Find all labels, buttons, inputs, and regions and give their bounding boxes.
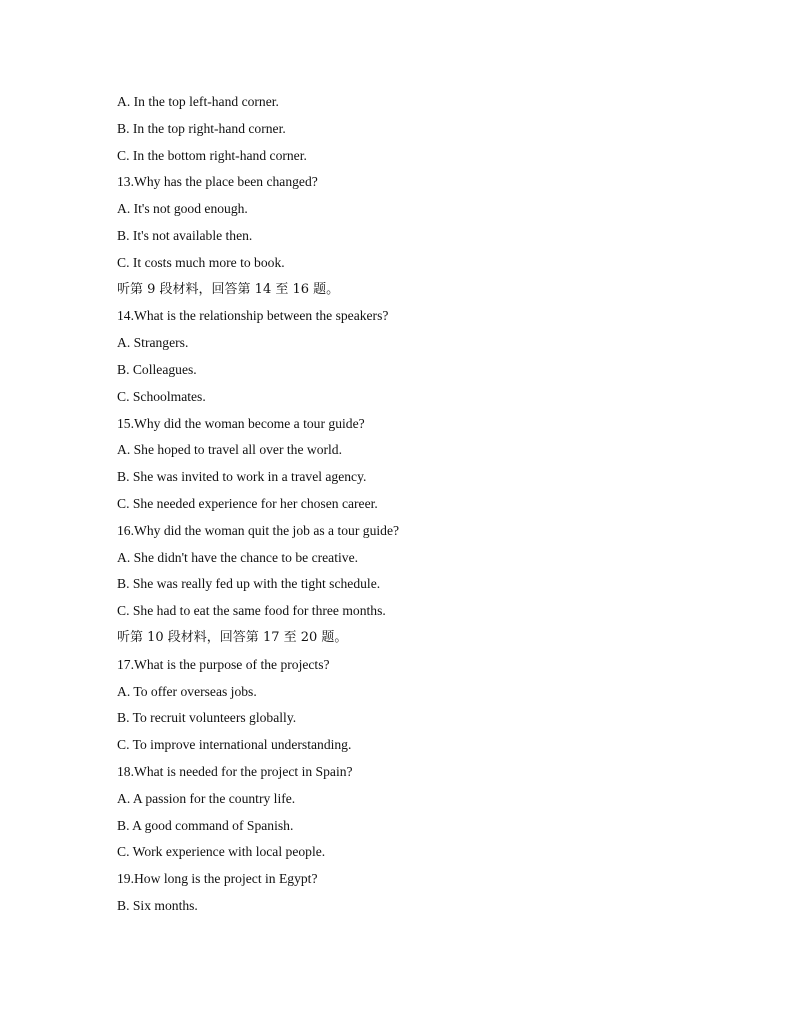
text-body bbox=[117, 93, 757, 924]
option-line: A. It's not good enough. bbox=[117, 201, 248, 217]
option-line: C. Work experience with local people. bbox=[117, 844, 326, 860]
option-line: A. In the top left-hand corner. bbox=[117, 94, 279, 109]
question-line: 14.What is the relationship between the speakers? bbox=[117, 308, 389, 324]
option-line: B. Colleagues. bbox=[117, 361, 197, 377]
option-line: C. To improve international understanding. bbox=[117, 737, 352, 753]
option-line: C. In the bottom right-hand corner. bbox=[117, 147, 307, 163]
option-line: B. It's not available then. bbox=[117, 227, 253, 243]
option-line: C. It costs much more to book. bbox=[117, 254, 285, 270]
section-instruction: 听第 9 段材料，回答第 14 至 16 题。 bbox=[117, 281, 340, 297]
question-line: 16.Why did the woman quit the job as a tour guide? bbox=[117, 522, 400, 538]
option-line: A. A passion for the country life. bbox=[117, 790, 296, 806]
option-line: A. She didn't have the chance to be creative. bbox=[117, 549, 358, 565]
question-line: 13.Why has the place been changed? bbox=[117, 174, 318, 190]
question-line: 19.How long is the project in Egypt? bbox=[117, 871, 318, 887]
option-line: C. She had to eat the same food for three months. bbox=[117, 603, 386, 619]
option-line: C. She needed experience for her chosen career. bbox=[117, 495, 378, 511]
option-line: B. To recruit volunteers globally. bbox=[117, 710, 297, 726]
option-line: C. Schoolmates. bbox=[117, 388, 206, 404]
option-line: A. To offer overseas jobs. bbox=[117, 683, 257, 699]
option-line: A. She hoped to travel all over the world. bbox=[117, 442, 342, 458]
question-line: 17.What is the purpose of the projects? bbox=[117, 656, 330, 672]
section-instruction: 听第 10 段材料，回答第 17 至 20 题。 bbox=[117, 629, 348, 645]
question-line: 15.Why did the woman become a tour guide? bbox=[117, 415, 365, 431]
option-line: B. She was invited to work in a travel agency. bbox=[117, 469, 367, 485]
option-line: A. Strangers. bbox=[117, 335, 189, 351]
option-line: B. Six months. bbox=[117, 897, 198, 913]
option-line: B. In the top right-hand corner. bbox=[117, 120, 286, 136]
question-line: 18.What is needed for the project in Spain? bbox=[117, 763, 353, 779]
option-line: B. A good command of Spanish. bbox=[117, 817, 294, 833]
option-line: B. She was really fed up with the tight schedule. bbox=[117, 576, 381, 592]
